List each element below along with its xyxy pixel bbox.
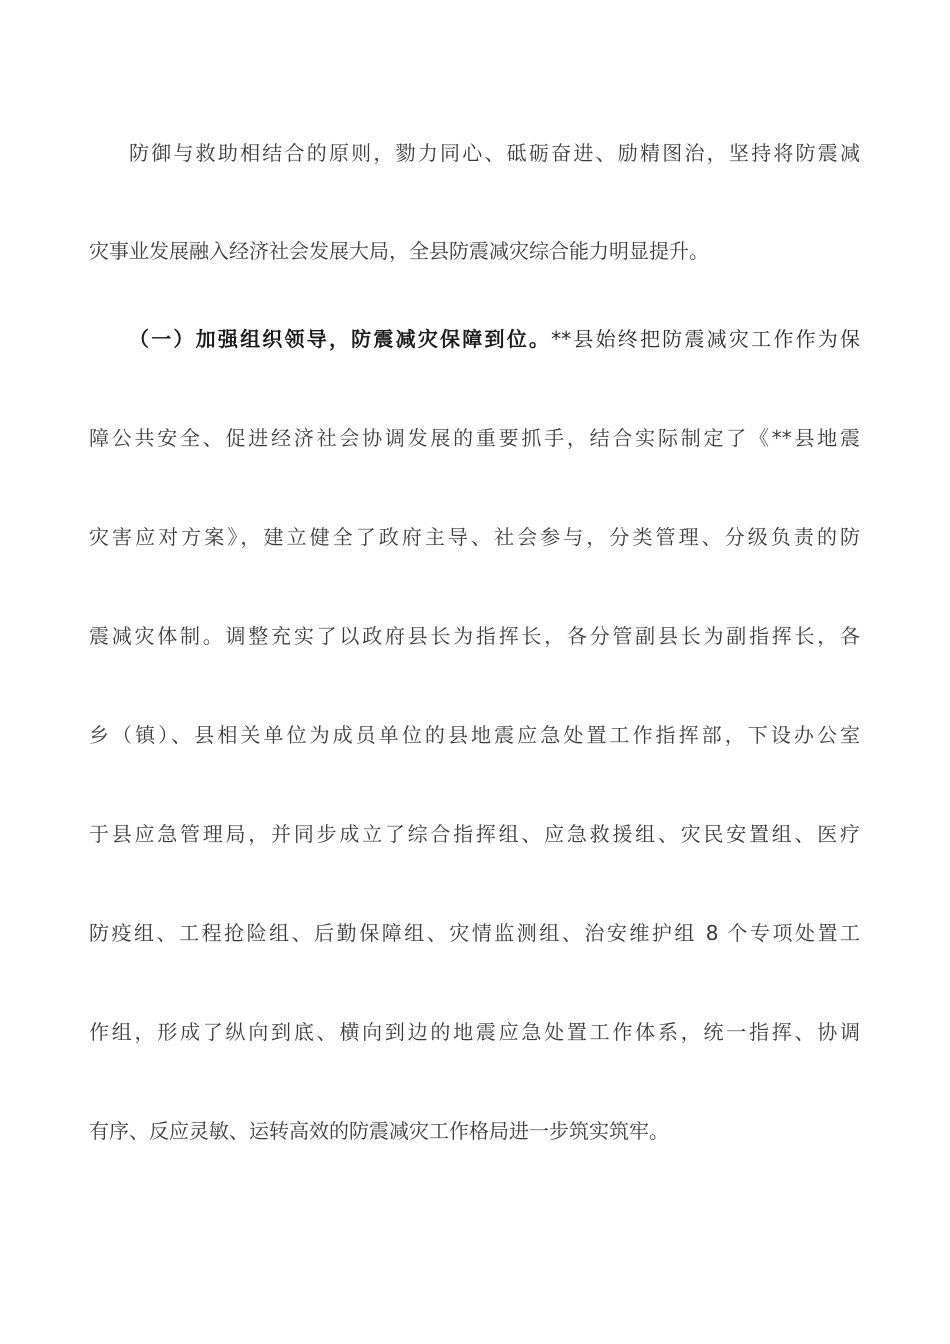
paragraph-2-line-9: 有序、反应灵敏、运转高效的防震减灾工作格局进一步筑实筑牢。 — [89, 1119, 669, 1143]
paragraph-2-line-8: 作组，形成了纵向到底、横向到边的地震应急处置工作体系，统一指挥、协调 — [89, 1020, 860, 1044]
paragraph-2-line-1-text: **县始终把防震减灾工作作为保 — [551, 327, 860, 351]
paragraph-2-line-1 — [129, 322, 860, 356]
paragraph-1-line-1: 防御与救助相结合的原则，勠力同心、砥砺奋进、励精图治，坚持将防震减 — [129, 141, 860, 165]
paragraph-2-line-7: 防疫组、工程抢险组、后勤保障组、灾情监测组、治安维护组 8 个专项处置工 — [89, 921, 860, 945]
paragraph-2-line-2: 障公共安全、促进经济社会协调发展的重要抓手，结合实际制定了《**县地震 — [89, 426, 860, 450]
paragraph-2-line-3: 灾害应对方案》，建立健全了政府主导、社会参与，分类管理、分级负责的防 — [89, 525, 860, 549]
paragraph-1-line-2: 灾事业发展融入经济社会发展大局，全县防震减灾综合能力明显提升。 — [89, 239, 709, 263]
section-heading: （一）加强组织领导，防震减灾保障到位。 — [129, 327, 552, 351]
paragraph-2-line-4: 震减灾体制。调整充实了以政府县长为指挥长，各分管副县长为副指挥长，各 — [89, 624, 860, 648]
paragraph-2-line-6: 于县应急管理局，并同步成立了综合指挥组、应急救援组、灾民安置组、医疗 — [89, 822, 860, 846]
paragraph-2-line-5: 乡（镇）、县相关单位为成员单位的县地震应急处置工作指挥部，下设办公室 — [89, 723, 860, 747]
